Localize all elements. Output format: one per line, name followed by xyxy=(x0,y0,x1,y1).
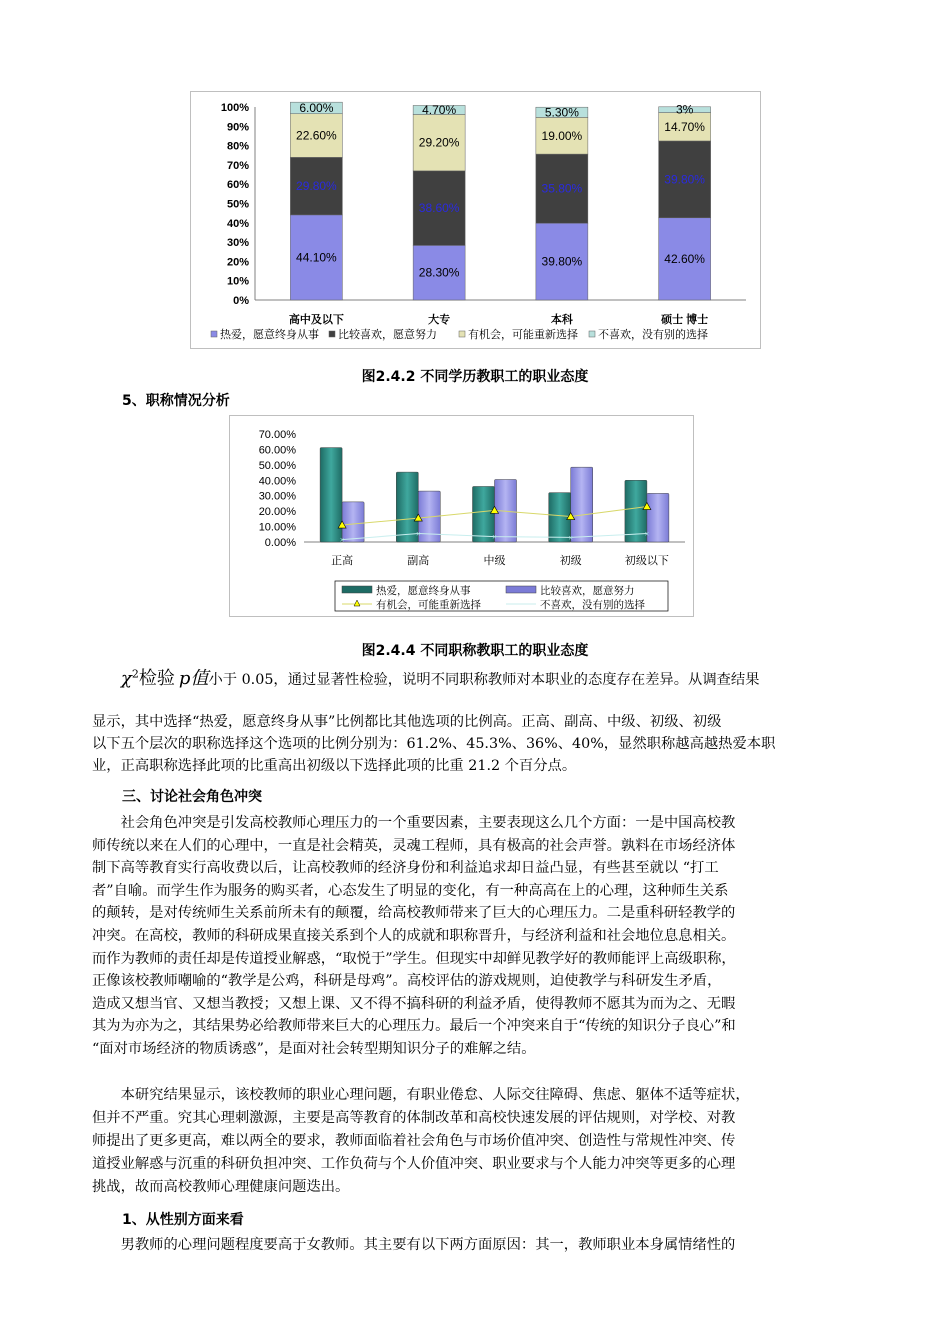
clustered-bar-chart xyxy=(230,416,693,616)
y-tick-label: 10% xyxy=(226,275,249,288)
legend-swatch xyxy=(211,331,217,337)
line-marker: × xyxy=(339,535,345,545)
line-marker: × xyxy=(568,533,574,543)
section-heading-3: 三、讨论社会角色冲突 xyxy=(122,789,262,805)
text-line: 师提出了更多更高，难以两全的要求，教师面临着社会角色与市场价值冲突、创造性与常规性冲突、传 xyxy=(92,1133,736,1149)
text-line: 以下五个层次的职称选择这个选项的比例分别为：61.2%、45.3%、36%、40%，显然职称越高越热爱本职 xyxy=(92,736,776,752)
chi-symbol: χ xyxy=(121,668,132,689)
section-heading-4: 1、从性别方面来看 xyxy=(122,1212,244,1228)
section-heading-5: 5、职称情况分析 xyxy=(122,393,230,409)
text-line: 者”自喻。而学生作为服务的购买者，心态发生了明显的变化，有一种高高在上的心理，这种师生关系 xyxy=(92,882,729,899)
bar xyxy=(571,467,593,542)
y-tick-label: 0.00% xyxy=(264,537,296,549)
line-marker: × xyxy=(415,529,421,539)
legend-label: 有机会，可能重新选择 xyxy=(468,329,578,341)
y-tick-label: 20.00% xyxy=(258,506,296,519)
y-tick-label: 60% xyxy=(226,179,249,192)
x-tick-label: 初级 xyxy=(559,555,582,567)
data-label: 39.80% xyxy=(541,254,583,269)
text-line: 师传统以来在人们的心理中，一直是社会精英，灵魂工程师，具有极高的社会声誉。孰料在市场经济体 xyxy=(92,837,736,854)
chi-superscript: 2 xyxy=(131,667,139,681)
x-tick-label: 大专 xyxy=(428,314,451,326)
p-word: 值 xyxy=(190,668,209,689)
legend-label: 比较喜欢，愿意努力 xyxy=(540,585,635,597)
text-line: 冲突。在高校，教师的科研成果直接关系到个人的成就和职称晋升，与经济利益和社会地位息息相关。 xyxy=(92,928,736,944)
y-tick-label: 0% xyxy=(233,295,249,307)
y-tick-label: 70% xyxy=(226,159,249,172)
text-line: 造成又想当官、又想当教授；又想上课、又不得不搞科研的利益矛盾，使得教师不愿其为而为之、无暇 xyxy=(92,995,736,1012)
bar xyxy=(644,493,669,542)
chi-square-line xyxy=(121,664,760,690)
data-label: 3% xyxy=(675,102,694,117)
data-label: 29.20% xyxy=(418,135,460,150)
text-line: “面对市场经济的物质诱惑”，是面对社会转型期知识分子的难解之结。 xyxy=(92,1041,536,1057)
legend-swatch xyxy=(506,586,536,593)
legend-label: 有机会，可能重新选择 xyxy=(376,599,481,611)
legend-label: 热爱，愿意终身从事 xyxy=(376,585,471,597)
legend-label: 比较喜欢，愿意努力 xyxy=(338,329,437,341)
data-label: 14.70% xyxy=(664,119,705,134)
text-line: 挑战，故而高校教师心理健康问题迭出。 xyxy=(92,1179,350,1195)
y-tick-label: 60.00% xyxy=(258,444,296,457)
y-tick-label: 30% xyxy=(226,237,249,250)
text-line: 道授业解惑与沉重的科研负担冲突、工作负荷与个人价值冲突、职业要求与个人能力冲突等更多的心理 xyxy=(92,1156,736,1172)
y-tick-label: 50.00% xyxy=(258,459,296,472)
y-tick-label: 20% xyxy=(226,256,249,269)
bar xyxy=(342,502,364,542)
result-text: 小于 0.05，通过显著性检验，说明不同职称教师对本职业的态度存在差异。从调查结果 xyxy=(208,672,760,688)
text-line: 显示，其中选择“热爱，愿意终身从事”比例都比其他选项的比例高。正高、副高、中级、初级、初级 xyxy=(92,714,722,730)
data-label: 44.10% xyxy=(296,250,337,265)
text-line: 制下高等教育实行高收费以后，让高校教师的经济身份和利益追求却日益凸显，有些甚至就以 “打工 xyxy=(92,860,719,877)
p-symbol: p xyxy=(178,668,191,689)
x-tick-label: 硕士 博士 xyxy=(661,314,709,326)
y-tick-label: 40.00% xyxy=(258,475,296,488)
text-line: 社会角色冲突是引发高校教师心理压力的一个重要因素，主要表现这么几个方面：一是中国高校教 xyxy=(92,815,736,831)
line-marker: × xyxy=(492,532,497,542)
text-line: 本研究结果显示，该校教师的职业心理问题，有职业倦怠、人际交往障碍、焦虑、躯体不适等症状， xyxy=(92,1087,750,1103)
data-label: 29.80% xyxy=(296,179,337,194)
data-label: 38.60% xyxy=(418,201,460,216)
y-tick-label: 40% xyxy=(226,217,249,230)
stacked-bar-chart xyxy=(191,92,760,348)
y-tick-label: 10.00% xyxy=(258,521,296,534)
chart-title-attitude xyxy=(229,415,694,617)
x-tick-label: 本科 xyxy=(550,314,573,326)
x-tick-label: 副高 xyxy=(407,555,430,567)
figure-caption-1: 图2.4.2 不同学历教职工的职业态度 xyxy=(361,369,589,385)
y-tick-label: 50% xyxy=(226,198,249,211)
text-line: 男教师的心理问题程度要高于女教师。其主要有以下两方面原因：其一，教师职业本身属情绪性的 xyxy=(92,1237,736,1253)
data-label: 4.70% xyxy=(422,102,457,117)
y-tick-label: 70.00% xyxy=(258,429,296,441)
legend-swatch xyxy=(459,331,465,337)
data-label: 42.60% xyxy=(664,251,705,266)
legend-label: 热爱，愿意终身从事 xyxy=(220,329,319,341)
text-line: 其为为亦为之，其结果势必给教师带来巨大的心理压力。最后一个冲突来自于“传统的知识分子良心”和 xyxy=(92,1018,736,1035)
legend-swatch xyxy=(329,331,335,337)
x-tick-label: 正高 xyxy=(331,555,354,567)
chi-word: 检验 xyxy=(138,668,175,689)
y-tick-label: 80% xyxy=(226,140,249,153)
y-tick-label: 100% xyxy=(220,102,249,114)
x-tick-label: 初级以下 xyxy=(624,555,669,567)
data-label: 5.30% xyxy=(544,105,579,120)
text-line: 但并不严重。究其心理刺激源，主要是高等教育的体制改革和高校快速发展的评估规则，对学校、对教 xyxy=(92,1110,736,1126)
x-tick-label: 高中及以下 xyxy=(288,314,344,326)
x-tick-label: 中级 xyxy=(483,555,506,567)
legend-label: 不喜欢，没有别的选择 xyxy=(540,599,645,611)
data-label: 28.30% xyxy=(418,265,460,280)
figure-caption-2: 图2.4.4 不同职称教职工的职业态度 xyxy=(361,643,589,659)
text-line: 正像该校教师嘲喻的“教学是公鸡，科研是母鸡”。高校评估的游戏规则，迫使教学与科研发生矛盾， xyxy=(92,973,722,990)
line-marker: × xyxy=(644,529,650,539)
data-label: 6.00% xyxy=(299,100,334,115)
data-label: 22.60% xyxy=(296,128,337,143)
text-line: 而作为教师的责任却是传道授业解惑，“取悦于”学生。但现实中却鲜见教学好的教师能评上高级职称， xyxy=(92,950,736,967)
legend-label: 不喜欢，没有别的选择 xyxy=(598,329,708,341)
data-label: 19.00% xyxy=(541,128,583,143)
data-label: 39.80% xyxy=(664,172,705,187)
data-label: 35.80% xyxy=(541,181,583,196)
legend-swatch xyxy=(589,331,595,337)
y-tick-label: 30.00% xyxy=(258,490,296,503)
y-tick-label: 90% xyxy=(226,121,249,134)
text-line: 业，正高职称选择此项的比重高出初级以下选择此项的比重 21.2 个百分点。 xyxy=(92,758,577,774)
chart-education-attitude xyxy=(190,91,761,349)
legend-swatch xyxy=(342,586,372,593)
text-line: 的颠转，是对传统师生关系前所未有的颠覆，给高校教师带来了巨大的心理压力。二是重科研轻教学的 xyxy=(92,905,736,922)
